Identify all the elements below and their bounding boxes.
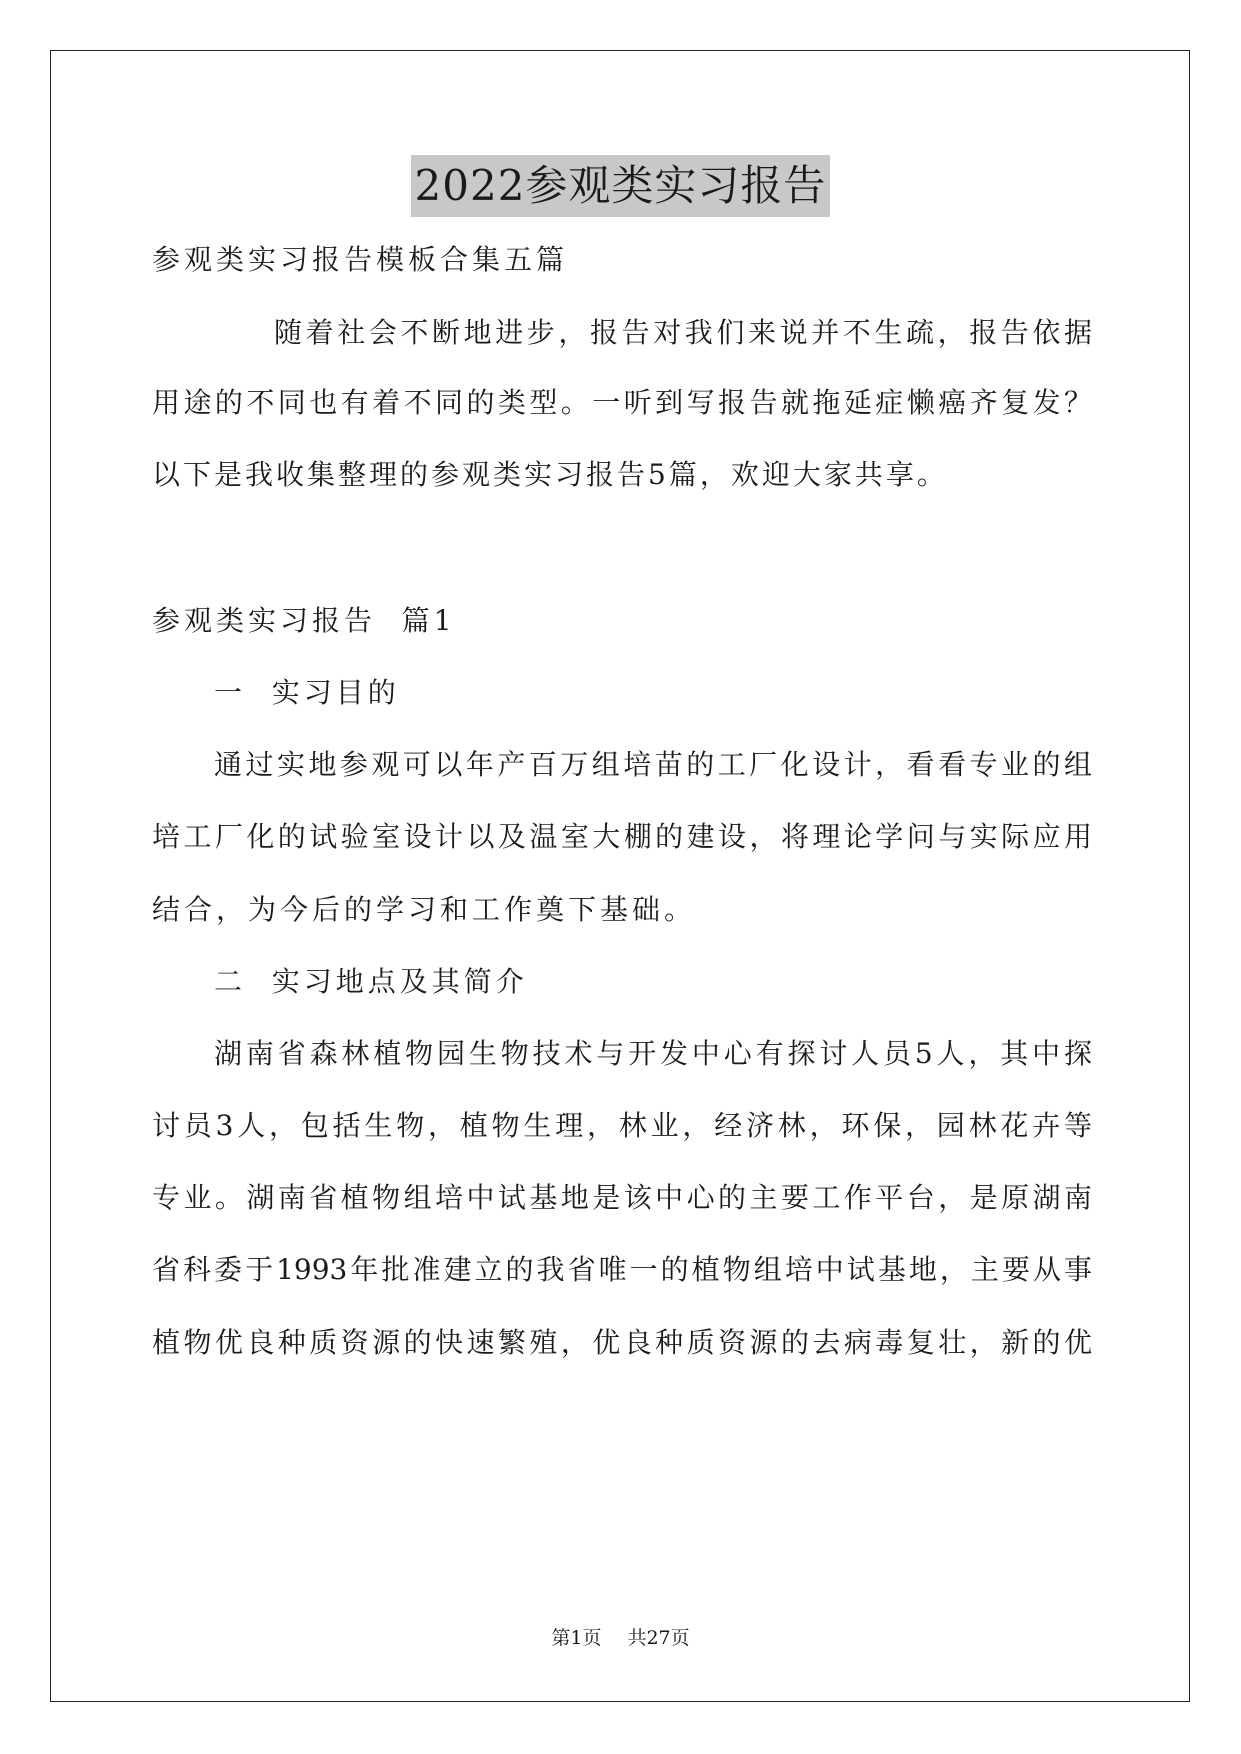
intro-line-3: 以下是我收集整理的参观类实习报告5篇，欢迎大家共享。: [152, 458, 948, 491]
part1-line-2: 培工厂化的试验室设计以及温室大棚的建设，将理论学问与实际应用: [152, 820, 1092, 853]
document-title: 2022参观类实习报告: [411, 155, 831, 217]
part2-heading: 二 实习地点及其简介: [214, 965, 528, 998]
part1-heading: 一 实习目的: [214, 676, 400, 709]
document-subtitle: 参观类实习报告模板合集五篇: [152, 243, 569, 276]
intro-line-1: 随着社会不断地进步，报告对我们来说并不生疏，报告依据: [274, 316, 1092, 349]
title-container: [0, 155, 1241, 217]
page-number: 第1页: [551, 1627, 602, 1649]
part2-line-3: 专业。湖南省植物组培中试基地是该中心的主要工作平台，是原湖南: [152, 1181, 1092, 1214]
part2-line-4: 省科委于1993年批准建立的我省唯一的植物组培中试基地，主要从事: [152, 1253, 1092, 1286]
part2-line-5: 植物优良种质资源的快速繁殖，优良种质资源的去病毒复壮，新的优: [152, 1326, 1092, 1359]
page-footer: [0, 1625, 1241, 1651]
part2-line-1: 湖南省森林植物园生物技术与开发中心有探讨人员5人，其中探: [214, 1037, 1092, 1070]
page-total: 共27页: [627, 1627, 690, 1649]
intro-line-2: 用途的不同也有着不同的类型。一听到写报告就拖延症懒癌齐复发？: [152, 386, 1092, 419]
part1-line-3: 结合，为今后的学习和工作奠下基础。: [152, 893, 697, 926]
part2-line-2: 讨员3人，包括生物，植物生理，林业，经济林，环保，园林花卉等: [152, 1109, 1092, 1142]
page-border: [50, 50, 1190, 1702]
section-heading: 参观类实习报告 篇1: [152, 604, 456, 637]
part1-line-1: 通过实地参观可以年产百万组培苗的工厂化设计，看看专业的组: [214, 748, 1092, 781]
